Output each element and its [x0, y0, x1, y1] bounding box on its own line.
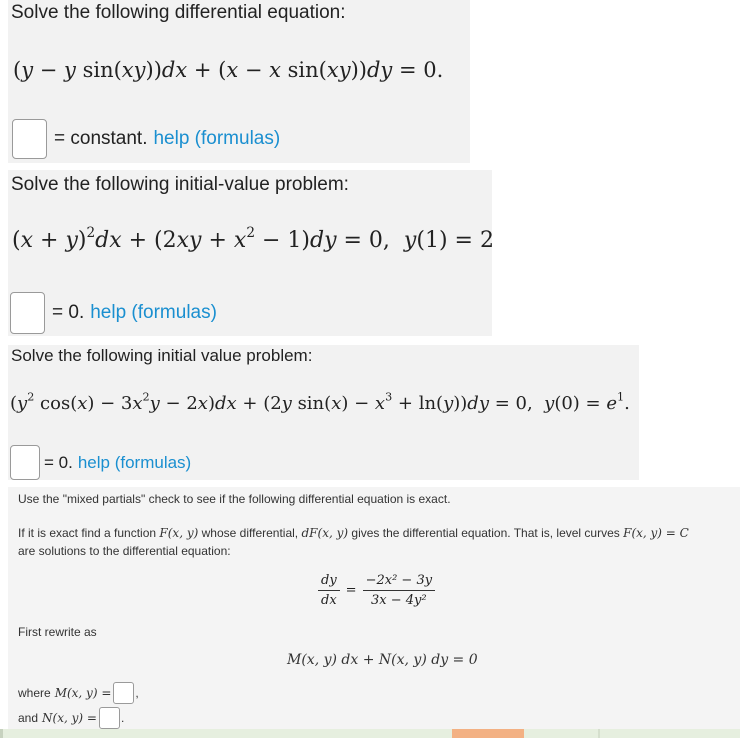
problem-2-answer-row	[10, 292, 217, 334]
exact-text-part2: whose differential,	[201, 526, 299, 540]
exact-problem-panel	[8, 487, 740, 738]
and-label: and	[18, 711, 39, 725]
M-input[interactable]	[113, 682, 134, 704]
exact-description-line2: are solutions to the differential equation:	[18, 544, 231, 558]
bottom-left-edge	[0, 729, 3, 738]
exact-text-part3: gives the differential equation. That is, level curves	[351, 526, 620, 540]
dy-numerator: dy	[318, 573, 340, 591]
M-comma: ,	[135, 686, 139, 700]
problem-3-answer-row	[10, 445, 191, 480]
rewrite-equation: M(x, y) dx + N(x, y) dy = 0	[287, 652, 478, 668]
where-label: where	[18, 686, 51, 700]
rhs-fraction	[363, 573, 435, 608]
problem-3-answer-input[interactable]	[10, 445, 40, 480]
N-period: .	[120, 711, 125, 725]
rhs-denominator: 3x − 4y²	[371, 593, 427, 608]
problem-3-answer-suffix: = 0.	[44, 452, 73, 472]
level-curve-equation: F(x, y) = C	[623, 526, 689, 540]
problem-3-panel	[8, 345, 639, 480]
bottom-submit-button[interactable]	[452, 729, 524, 738]
problem-2-answer-suffix: = 0.	[52, 302, 85, 323]
M-row	[18, 682, 139, 704]
exact-intro-text: Use the "mixed partials" check to see if the following differential equation is exact.	[18, 492, 451, 506]
N-input[interactable]	[99, 707, 120, 729]
equals-sign: =	[345, 583, 357, 598]
rhs-numerator: −2x² − 3y	[363, 573, 435, 591]
bottom-toolbar	[0, 729, 740, 738]
problem-2-answer-input[interactable]	[10, 292, 45, 334]
problem-1-panel	[8, 0, 470, 163]
problem-1-title: Solve the following differential equation:	[11, 2, 346, 23]
exact-description-line1	[18, 526, 689, 540]
problem-3-title: Solve the following initial value problem:	[11, 346, 313, 365]
M-label: M(x, y) =	[54, 686, 112, 700]
problem-2-help-link[interactable]: help (formulas)	[90, 302, 217, 323]
problem-1-help-link[interactable]: help (formulas)	[153, 128, 281, 149]
problem-2-panel	[8, 170, 492, 336]
N-label: N(x, y) =	[42, 711, 97, 725]
dx-denominator: dx	[321, 593, 337, 608]
rewrite-label: First rewrite as	[18, 625, 97, 639]
exact-text-part1: If it is exact find a function	[18, 526, 157, 540]
dy-dx-fraction	[318, 573, 340, 608]
dF-label: dF(x, y)	[301, 526, 349, 540]
problem-3-help-link[interactable]: help (formulas)	[77, 452, 192, 472]
bottom-divider	[598, 729, 600, 738]
problem-1-answer-suffix: = constant.	[54, 128, 148, 149]
problem-3-equation: ($y^2$ $\cos(x) - 3x^2y - 2x)dx + (2y$ $\sin(x) - x^3 + \ln(y))dy = 0$, $y(0) = e^1$.	[10, 390, 630, 414]
problem-1-answer-row	[12, 119, 280, 159]
problem-1-answer-input[interactable]	[12, 119, 47, 159]
problem-1-equation: (y − y sin(xy))dx + (x − x sin(xy))dy = 0.	[13, 58, 444, 82]
differential-equation-fraction	[318, 573, 435, 608]
problem-2-equation: $(x + y)^2dx + (2xy + x^2 - 1)dy = 0$, y(1) = 2	[12, 224, 494, 253]
N-row	[18, 707, 124, 729]
problem-2-title: Solve the following initial-value problem:	[11, 174, 349, 195]
F-function-label: F(x, y)	[159, 526, 199, 540]
